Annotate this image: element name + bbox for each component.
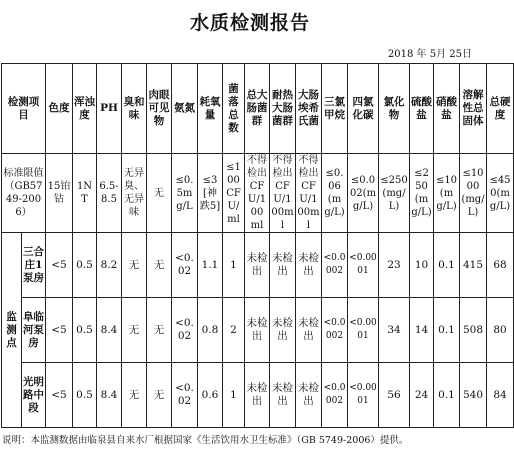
column-header: 肉眼可见物 xyxy=(147,64,172,154)
measurement-cell: 0.8 xyxy=(198,298,223,363)
column-header: 浑浊度 xyxy=(73,64,97,154)
measurement-cell: <0.0001 xyxy=(348,363,379,428)
measurement-cell: 0.5 xyxy=(73,363,97,428)
measurement-cell: 0.5 xyxy=(73,233,97,298)
column-header: PH xyxy=(97,64,122,154)
standard-value: 15铂钴 xyxy=(46,154,73,233)
measurement-cell: <0.0001 xyxy=(348,233,379,298)
measurement-cell: 34 xyxy=(379,298,410,363)
measurement-cell: 无 xyxy=(147,233,172,298)
measurement-cell: 0.6 xyxy=(198,363,223,428)
table-row xyxy=(2,298,514,363)
measurement-cell: 68 xyxy=(487,233,514,298)
standard-value: ≤450(mg/L) xyxy=(487,154,514,233)
measurement-cell: <0.02 xyxy=(172,298,198,363)
table-row xyxy=(2,233,514,298)
measurement-cell: 80 xyxy=(487,298,514,363)
measurement-cell: 24 xyxy=(410,363,434,428)
measurement-cell: <0.0002 xyxy=(322,363,348,428)
measurement-cell: 未检出 xyxy=(245,298,270,363)
measurement-cell: 2 xyxy=(223,298,245,363)
measurement-cell: 未检出 xyxy=(270,233,296,298)
measurement-cell: 8.4 xyxy=(97,363,122,428)
measurement-cell: <5 xyxy=(46,233,73,298)
measurement-cell: <5 xyxy=(46,363,73,428)
report-title: 水质检测报告 xyxy=(189,12,310,34)
standard-value: 无异臭、无异味 xyxy=(122,154,147,233)
group-label: 监测点 xyxy=(2,233,22,428)
measurement-cell: 540 xyxy=(460,363,487,428)
standard-value: ≤1000(mg/L) xyxy=(460,154,487,233)
column-header: 耐热大肠菌群 xyxy=(270,64,296,154)
standard-value: ≤10(mg/L) xyxy=(434,154,460,233)
column-header: 耗氧量 xyxy=(198,64,223,154)
column-header: 色度 xyxy=(46,64,73,154)
measurement-cell: <0.02 xyxy=(172,363,198,428)
standard-value: 1NT xyxy=(73,154,97,233)
measurement-cell: 未检出 xyxy=(270,298,296,363)
column-header: 氨氮 xyxy=(172,64,198,154)
standard-row xyxy=(2,154,514,233)
measurement-cell: 无 xyxy=(147,363,172,428)
measurement-cell: 未检出 xyxy=(296,298,322,363)
standard-value: 6.5-8.5 xyxy=(97,154,122,233)
measurement-cell: 23 xyxy=(379,233,410,298)
standard-value: 不得检出CFU/100ml xyxy=(271,155,294,231)
column-header: 硝酸盐 xyxy=(434,64,460,154)
standard-value: ≤0.06(mg/L) xyxy=(322,154,348,233)
report-note: 说明：本监测数据由临泉县自来水厂根据国家《生活饮用水卫生标准》（GB 5749-2006）提供。 xyxy=(2,435,409,446)
site-name: 光明路中段 xyxy=(22,363,46,428)
measurement-cell: <5 xyxy=(46,298,73,363)
measurement-cell: 无 xyxy=(147,298,172,363)
column-header: 硫酸盐 xyxy=(410,64,434,154)
measurement-cell: 未检出 xyxy=(296,363,322,428)
measurement-cell: 10 xyxy=(410,233,434,298)
measurement-cell: <0.0002 xyxy=(322,233,348,298)
standard-value: ≤250(mg/L) xyxy=(379,154,410,233)
header-row xyxy=(2,64,514,154)
report-date: 2018 年 5月 25日 xyxy=(387,49,472,60)
standard-label: 标准限值（GB5749-2006） xyxy=(2,154,46,233)
column-header: 臭和味 xyxy=(122,64,147,154)
column-header: 菌落总数 xyxy=(223,64,245,154)
standard-value: 不得检出CFU/100ml xyxy=(297,155,320,231)
column-header: 三氯甲烷 xyxy=(322,64,348,154)
measurement-cell: 1 xyxy=(223,363,245,428)
measurement-cell: 未检出 xyxy=(270,363,296,428)
measurement-cell: 8.2 xyxy=(97,233,122,298)
column-header: 总硬度 xyxy=(487,64,514,154)
measurement-cell: 未检出 xyxy=(296,233,322,298)
water-quality-table xyxy=(1,63,514,428)
measurement-cell: 1 xyxy=(223,233,245,298)
measurement-cell: <0.0001 xyxy=(348,298,379,363)
measurement-cell: 14 xyxy=(410,298,434,363)
standard-value: ≤250(mg/L) xyxy=(410,154,434,233)
measurement-cell: 0.5 xyxy=(73,298,97,363)
measurement-cell: 84 xyxy=(487,363,514,428)
standard-value: ≤100CFU/ml xyxy=(223,154,245,233)
column-header: 四氯化碳 xyxy=(348,64,379,154)
measurement-cell: <0.0002 xyxy=(322,298,348,363)
measurement-cell: 0.1 xyxy=(434,233,460,298)
measurement-cell: 无 xyxy=(122,233,147,298)
column-header: 氯化物 xyxy=(379,64,410,154)
measurement-cell: <0.02 xyxy=(172,233,198,298)
standard-value: ≤0.5mg/L xyxy=(172,154,198,233)
measurement-cell: 56 xyxy=(379,363,410,428)
column-header: 大肠埃希氏菌 xyxy=(296,64,322,154)
standard-value: ≤0.002(mg/L) xyxy=(348,154,379,233)
measurement-cell: 415 xyxy=(460,233,487,298)
site-name: 三合庄1泵房 xyxy=(22,233,46,298)
standard-value: ≤3[神跌5] xyxy=(198,154,223,233)
measurement-cell: 8.4 xyxy=(97,298,122,363)
measurement-cell: 无 xyxy=(122,363,147,428)
standard-value: 不得检出CFU/100ml xyxy=(245,154,270,233)
measurement-cell: 0.1 xyxy=(434,298,460,363)
measurement-cell: 无 xyxy=(122,298,147,363)
table-row xyxy=(2,363,514,428)
column-header: 总大肠菌群 xyxy=(245,64,270,154)
measurement-cell: 未检出 xyxy=(245,233,270,298)
measurement-cell: 508 xyxy=(460,298,487,363)
site-name: 阜临河泵房 xyxy=(22,298,46,363)
measurement-cell: 1.1 xyxy=(198,233,223,298)
measurement-cell: 未检出 xyxy=(245,363,270,428)
standard-value: 无 xyxy=(147,154,172,233)
item-header: 检测项目 xyxy=(2,64,46,154)
measurement-cell: 0.1 xyxy=(434,363,460,428)
column-header: 溶解性总固体 xyxy=(460,64,487,154)
